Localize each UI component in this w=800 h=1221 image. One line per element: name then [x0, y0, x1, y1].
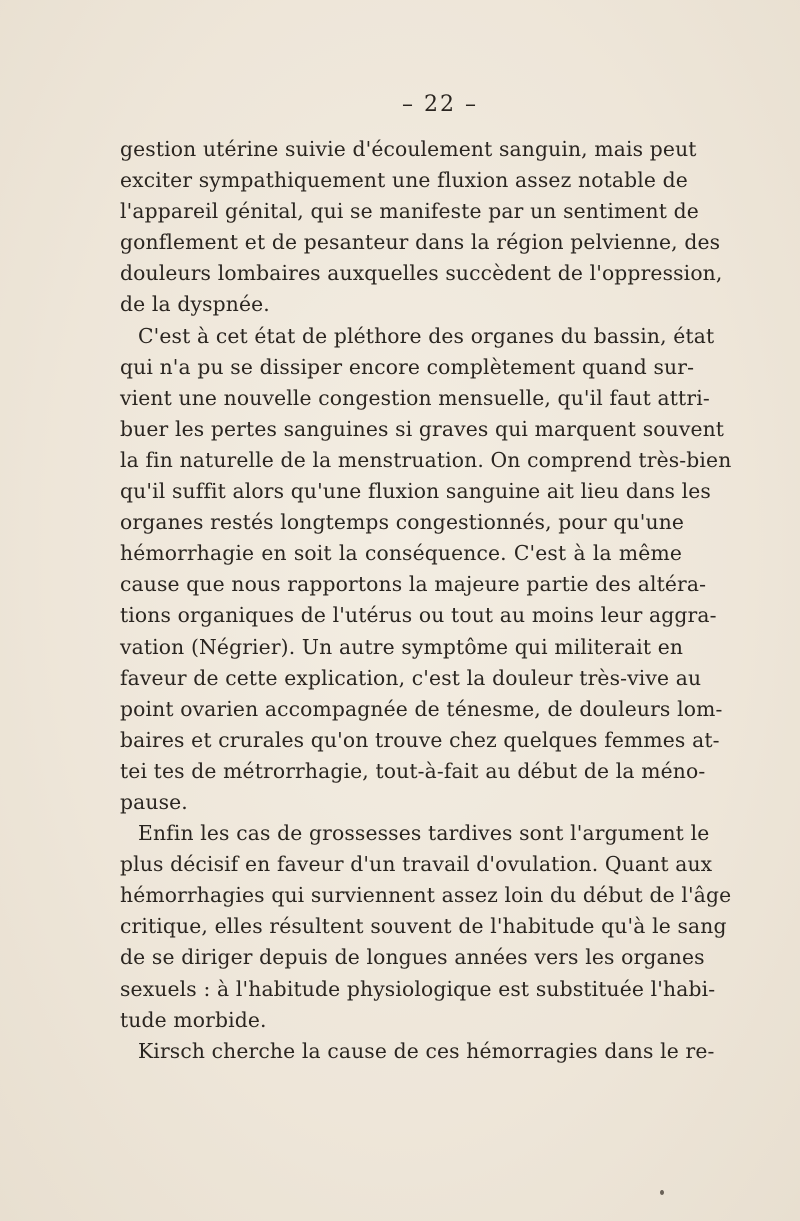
text-line: la fin naturelle de la menstruation. On comprend très-bien — [120, 447, 732, 472]
text-line: vient une nouvelle congestion mensuelle, qu'il faut attri- — [120, 385, 710, 410]
text-line: douleurs lombaires auxquelles succèdent de l'oppression, — [120, 261, 723, 286]
text-line: vation (Négrier). Un autre symptôme qui militerait en — [120, 634, 684, 659]
paragraph — [120, 818, 732, 1036]
text-line: buer les pertes sanguines si graves qui marquent souvent — [120, 416, 725, 441]
text-line: plus décisif en faveur d'un travail d'ovulation. Quant aux — [120, 852, 713, 877]
text-line: cause que nous rapportons la majeure partie des altéra- — [120, 572, 707, 597]
text-line: hémorrhagies qui surviennent assez loin du début de l'âge — [120, 883, 732, 908]
paragraph — [120, 321, 732, 819]
text-line: gonflement et de pesanteur dans la région pelvienne, des — [120, 230, 721, 255]
body-text — [120, 134, 732, 1067]
text-line: C'est à cet état de pléthore des organes du bassin, état — [138, 323, 715, 348]
text-line: baires et crurales qu'on trouve chez quelques femmes at- — [120, 727, 720, 752]
text-line: faveur de cette explication, c'est la douleur très-vive au — [120, 665, 702, 690]
text-line: organes restés longtemps congestionnés, pour qu'une — [120, 510, 685, 535]
text-line: qui n'a pu se dissiper encore complètement quand sur- — [120, 354, 695, 379]
text-line: pause. — [120, 789, 188, 814]
text-line: gestion utérine suivie d'écoulement sanguin, mais peut — [120, 137, 697, 161]
text-line: exciter sympathiquement une fluxion assez notable de — [120, 168, 688, 193]
text-line: Enfin les cas de grossesses tardives sont l'argument le — [138, 821, 710, 846]
text-line: qu'il suffit alors qu'une fluxion sanguine ait lieu dans les — [120, 479, 711, 504]
text-line: critique, elles résultent souvent de l'habitude qu'à le sang — [120, 914, 727, 939]
text-line: de la dyspnée. — [120, 292, 270, 317]
text-line: Kirsch cherche la cause de ces hémorragies dans le re- — [138, 1038, 715, 1063]
text-line: tude morbide. — [120, 1007, 267, 1032]
page-number: – 22 – — [402, 92, 478, 117]
text-line: sexuels : à l'habitude physiologique est substituée l'habi- — [120, 976, 716, 1001]
text-line: de se diriger depuis de longues années vers les organes — [120, 945, 705, 970]
text-line: tions organiques de l'utérus ou tout au moins leur aggra- — [120, 603, 717, 628]
text-line: hémorrhagie en soit la conséquence. C'est à la même — [120, 541, 682, 566]
paragraph — [120, 134, 723, 321]
paragraph — [120, 1036, 715, 1067]
text-line: tei tes de métrorrhagie, tout-à-fait au début de la méno- — [120, 758, 706, 783]
ink-speck — [660, 1190, 664, 1195]
text-line: l'appareil génital, qui se manifeste par un sentiment de — [120, 199, 699, 224]
text-line: point ovarien accompagnée de ténesme, de douleurs lom- — [120, 696, 723, 721]
